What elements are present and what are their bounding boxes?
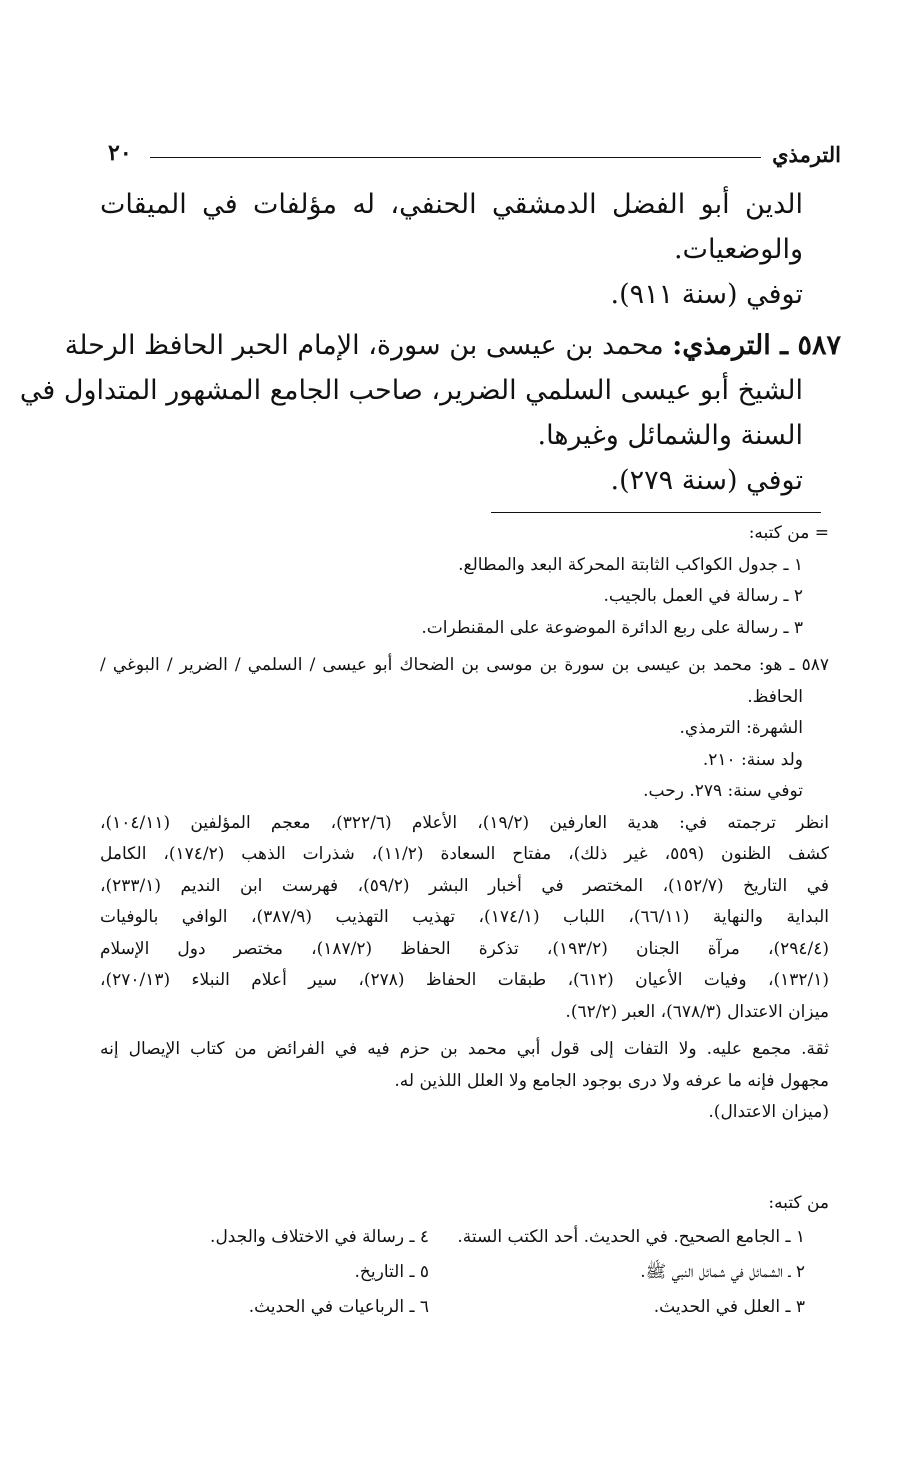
book-item: ٦ ـ الرباعيات في الحديث. [248, 1296, 429, 1317]
continuation-line: والوضعيات. [673, 234, 803, 265]
entry-first-line [64, 323, 841, 368]
books-row [100, 1220, 829, 1255]
books-row [100, 1290, 829, 1325]
death-line: توفي سنة: ٢٧٩. رحب. [643, 781, 803, 801]
main-text [19, 182, 841, 503]
page-number: ٢٠ [108, 140, 132, 166]
footnote-entry-line: ٥٨٧ ـ هو: محمد بن عيسى بن سورة بن موسى بن الضحاك أبو عيسى / السلمي / الضرير / البوغي / [100, 655, 829, 675]
references-line: (٢٩٤/٤)، مرآة الجنان (١٩٣/٢)، تذكرة الحفاظ (١٨٧/٢)، مختصر دول الإسلام [100, 938, 830, 959]
quote-line: ثقة. مجمع عليه. ولا التفات إلى قول أبي محمد بن حزم فيه في الفرائض من كتاب الإيصال إنه [100, 1039, 829, 1059]
footnotes [100, 518, 829, 1129]
books-row [100, 1255, 829, 1290]
birth-line: ولد سنة: ٢١٠. [702, 749, 803, 770]
entry-heading: ٥٨٧ ـ الترمذي: [672, 330, 841, 361]
entry-death-line: توفي (سنة ٢٧٩). [610, 465, 803, 496]
footnote-book-item: ٣ ـ رسالة على ربع الدائرة الموضوعة على المقنطرات. [421, 617, 803, 638]
books-list [100, 1188, 829, 1325]
footnote-separator [491, 512, 821, 513]
references-line: (١٣٢/١)، وفيات الأعيان (٦١٢)، طبقات الحفاظ (٢٧٨)، سير أعلام النبلاء (٢٧٠/١٣)، [100, 970, 829, 990]
references-line: انظر ترجمته في: هدية العارفين (١٩/٢)، الأعلام (٣٢٢/٦)، معجم المؤلفين (١٠٤/١١)، [100, 812, 830, 833]
entry-line: السنة والشمائل وغيرها. [537, 420, 803, 451]
book-item: ٢ ـ الشمائل في شمائل النبي ﷺ. [640, 1261, 805, 1282]
running-head-title: الترمذي [772, 142, 841, 167]
books-heading: من كتبه: [768, 1193, 829, 1213]
continuation-line: الدين أبو الفضل الدمشقي الحنفي، له مؤلفات في الميقات [100, 189, 803, 220]
footnote-entry-line: الحافظ. [747, 686, 803, 707]
references-line: البداية والنهاية (٦٦/١١)، اللباب (١٧٤/١)، تهذيب التهذيب (٣٨٧/٩)، الوافي بالوفيات [100, 907, 829, 927]
entry-line: الشيخ أبو عيسى السلمي الضرير، صاحب الجامع المشهور المتداول في [19, 375, 803, 406]
references-line: كشف الظنون (٥٥٩، غير ذلك)، مفتاح السعادة (١١/٢)، شذرات الذهب (١٧٤/٢)، الكامل [100, 844, 830, 864]
entry-first-line-text: محمد بن عيسى بن سورة، الإمام الحبر الحافظ الرحلة [64, 330, 664, 361]
running-header [100, 138, 841, 178]
book-item: ٣ ـ العلل في الحديث. [653, 1296, 805, 1317]
references-line: في التاريخ (١٥٢/٧)، المختصر في أخبار البشر (٥٩/٢)، فهرست ابن النديم (٢٣٣/١)، [100, 875, 829, 896]
footnote-book-item: ٢ ـ رسالة في العمل بالجيب. [603, 586, 803, 606]
footnote-continuation-head: = من كتبه: [748, 523, 829, 543]
fame-line: الشهرة: الترمذي. [679, 718, 803, 738]
death-year-line: توفي (سنة ٩١١). [610, 279, 803, 310]
book-item: ٥ ـ التاريخ. [354, 1261, 429, 1282]
quote-source: (ميزان الاعتدال). [708, 1102, 829, 1122]
header-rule [150, 157, 761, 158]
book-item: ١ ـ الجامع الصحيح. في الحديث. أحد الكتب الستة. [457, 1226, 805, 1247]
book-item: ٤ ـ رسالة في الاختلاف والجدل. [210, 1226, 429, 1247]
references-line: ميزان الاعتدال (٦٧٨/٣)، العبر (٦٢/٢). [565, 1001, 829, 1022]
footnote-book-item: ١ ـ جدول الكواكب الثابتة المحركة البعد والمطالع. [458, 554, 803, 575]
quote-line: مجهول فإنه ما عرفه ولا درى بوجود الجامع ولا العلل اللذين له. [394, 1070, 829, 1091]
